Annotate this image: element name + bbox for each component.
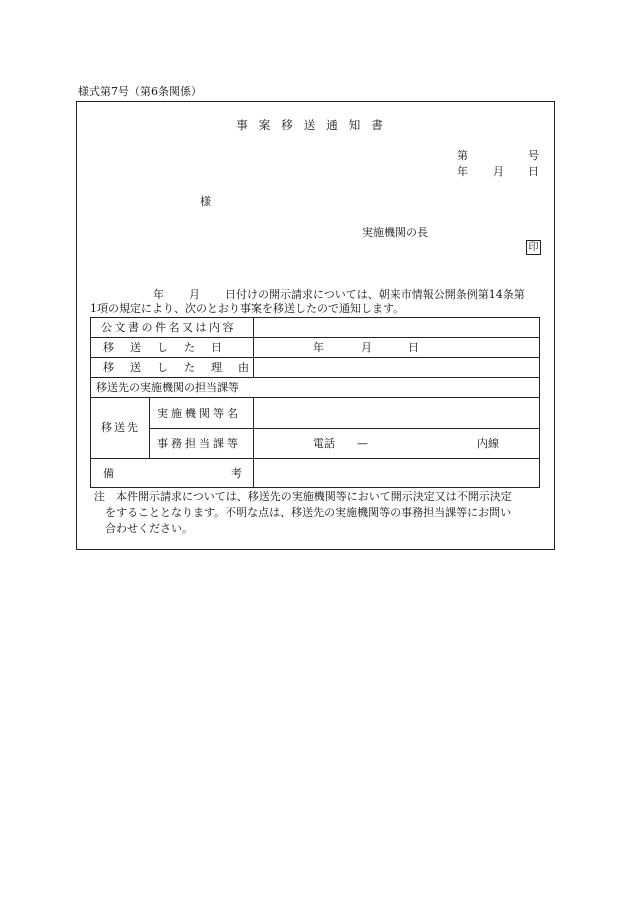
sender-title: 実施機関の長 <box>362 226 428 239</box>
dept-in-charge-label: 移送先の実施機関の担当課等 <box>96 381 239 394</box>
addressee-suffix: 様 <box>200 195 211 208</box>
table-rule <box>91 377 539 378</box>
form-title: 事案移送通知書 <box>236 118 394 132</box>
body-month-label: 月 <box>189 288 200 301</box>
number-prefix: 第 <box>457 149 468 162</box>
remarks-label-ko: 考 <box>231 467 242 480</box>
table-rule <box>91 337 539 338</box>
date-day-label: 日 <box>528 165 539 178</box>
date-year-label: 年 <box>457 165 468 178</box>
body-text-line1: 日付けの開示請求については、朝来市情報公開条例第14条第 <box>225 288 525 301</box>
number-suffix: 号 <box>528 149 539 162</box>
table-rule <box>149 428 539 429</box>
note-line1: 注 本件開示請求については、移送先の実施機関等において開示決定又は不開示決定 <box>94 490 512 503</box>
transfer-date-day: 日 <box>408 341 419 354</box>
transfer-reason-label: 移送した理由 <box>103 361 265 374</box>
note-line3: 合わせください。 <box>105 522 193 535</box>
form-number: 様式第7号（第6条関係） <box>78 85 202 98</box>
table-rule <box>91 458 539 459</box>
transfer-date-year: 年 <box>313 341 324 354</box>
date-month-label: 月 <box>493 165 504 178</box>
table-rule <box>253 397 254 488</box>
doc-name-label: 公文書の件名又は内容 <box>101 321 236 334</box>
phone-dash: — <box>357 437 368 450</box>
extension-label: 内線 <box>477 437 499 450</box>
transfer-date-month: 月 <box>361 341 372 354</box>
agency-name-label: 実施機関等名 <box>157 407 241 420</box>
remarks-label-bi: 備 <box>103 467 114 480</box>
table-rule <box>91 357 539 358</box>
phone-label: 電話 <box>313 437 335 450</box>
table-rule <box>91 397 539 398</box>
seal-mark: 印 <box>526 240 541 255</box>
transfer-date-label: 移送した日 <box>103 341 238 354</box>
office-in-charge-label: 事務担当課等 <box>157 437 241 450</box>
note-line2: をすることとなります。不明な点は、移送先の実施機関等の事務担当課等にお問い <box>105 506 512 519</box>
body-text-line2: 1項の規定により、次のとおり事案を移送したので通知します。 <box>90 302 405 315</box>
table-rule <box>149 397 150 458</box>
transfer-details-table <box>90 317 540 488</box>
body-year-label: 年 <box>153 288 164 301</box>
destination-label: 移送先 <box>101 421 140 434</box>
